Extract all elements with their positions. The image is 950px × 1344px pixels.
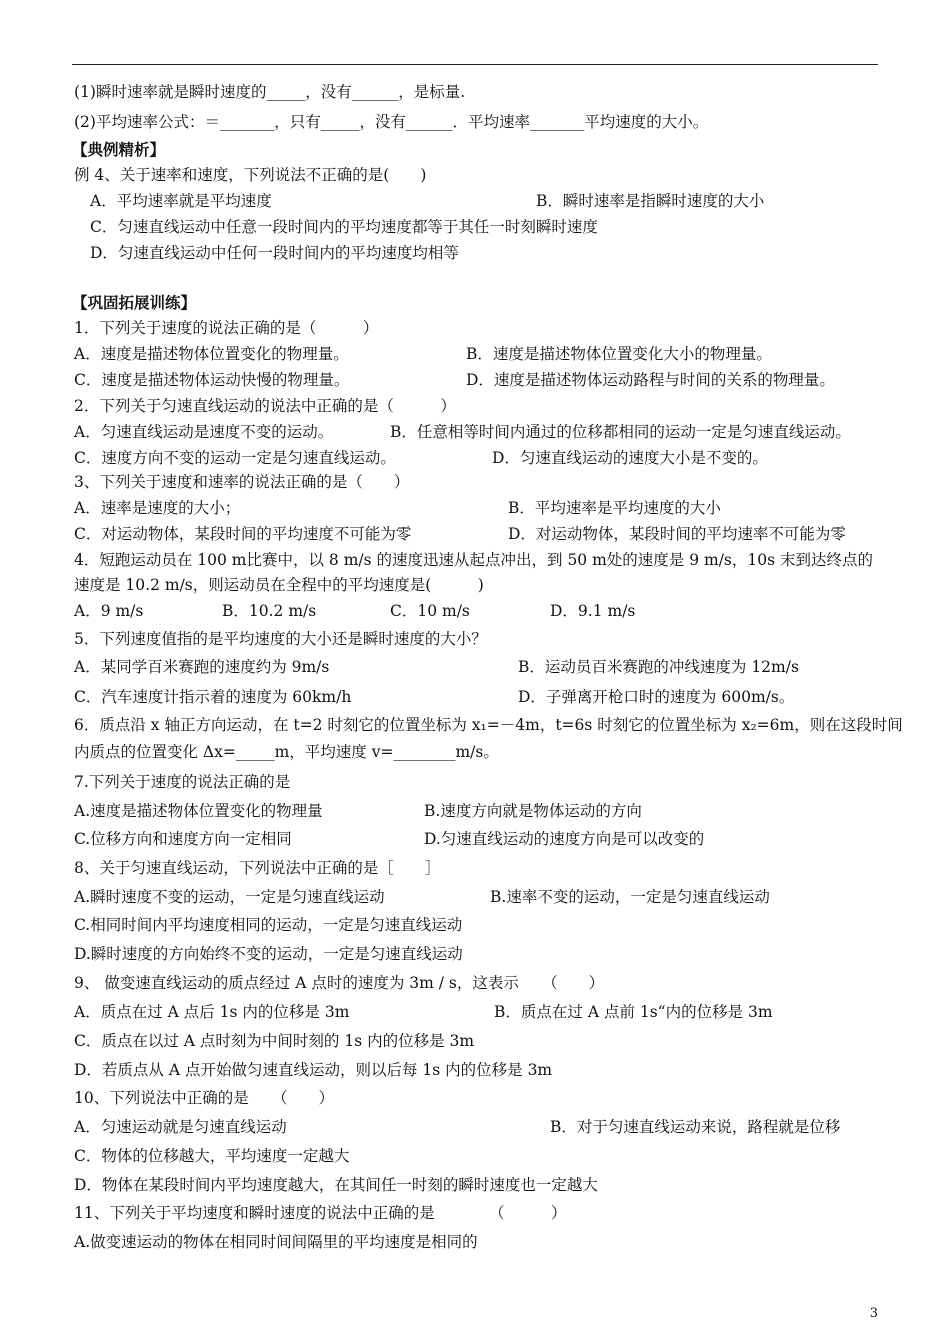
option-b: B．速度是描述物体位置变化大小的物理量。 xyxy=(466,345,772,363)
question-stem: 1．下列关于速度的说法正确的是（ ） xyxy=(74,319,379,337)
option-d: D．9.1 m/s xyxy=(550,602,636,620)
option-d: D.匀速直线运动的速度方向是可以改变的 xyxy=(424,830,705,848)
option-a: A.速度是描述物体位置变化的物理量 xyxy=(74,802,323,820)
text-line: (2)平均速率公式：＝_______，只有_____，没有______．平均速率_______平均速度的大小。 xyxy=(74,113,709,131)
question-stem: 11、下列关于平均速度和瞬时速度的说法中正确的是 （ ） xyxy=(74,1204,567,1222)
question-stem: 6．质点沿 x 轴正方向运动，在 t=2 时刻它的位置坐标为 x₁=－4m，t=6s 时刻它的位置坐标为 x₂=6m，则在这段时间 xyxy=(74,716,903,734)
option-d: D．匀速直线运动的速度大小是不变的。 xyxy=(492,449,768,467)
option-d: D．匀速直线运动中任何一段时间内的平均速度均相等 xyxy=(90,244,459,262)
option-c: C．物体的位移越大，平均速度一定越大 xyxy=(74,1147,350,1165)
option-d: D.瞬时速度的方向始终不变的运动，一定是匀速直线运动 xyxy=(74,945,463,963)
option-a: A．平均速率就是平均速度 xyxy=(90,192,272,210)
question-stem: 例 4、关于速率和速度，下列说法不正确的是( ) xyxy=(74,166,427,184)
option-c: C．10 m/s xyxy=(390,602,470,620)
option-c: C.相同时间内平均速度相同的运动，一定是匀速直线运动 xyxy=(74,916,463,934)
option-d: D．若质点从 A 点开始做匀速直线运动，则以后每 1s 内的位移是 3m xyxy=(74,1061,553,1079)
option-a: A.做变速运动的物体在相同时间间隔里的平均速度是相同的 xyxy=(74,1233,478,1251)
question-stem: 2．下列关于匀速直线运动的说法中正确的是（ ） xyxy=(74,397,456,415)
option-b: B．任意相等时间内通过的位移都相同的运动一定是匀速直线运动。 xyxy=(390,423,851,441)
option-c: C．质点在以过 A 点时刻为中间时刻的 1s 内的位移是 3m xyxy=(74,1032,475,1050)
page-number: 3 xyxy=(869,1306,878,1321)
question-stem-cont: 内质点的位置变化 Δx=_____m，平均速度 v=________m/s。 xyxy=(74,743,499,761)
option-c: C．速度方向不变的运动一定是匀速直线运动。 xyxy=(74,449,396,467)
option-a: A．速率是速度的大小； xyxy=(74,499,241,517)
option-a: A．某同学百米赛跑的速度约为 9m/s xyxy=(74,658,330,676)
option-a: A．速度是描述物体位置变化的物理量。 xyxy=(74,345,349,363)
option-b: B．瞬时速率是指瞬时速度的大小 xyxy=(536,192,765,210)
option-b: B．10.2 m/s xyxy=(222,602,317,620)
option-b: B．质点在过 A 点前 1s“内的位移是 3m xyxy=(494,1003,773,1021)
question-stem: 8、关于匀速直线运动，下列说法中正确的是［ ］ xyxy=(74,859,441,877)
option-d: D．速度是描述物体运动路程与时间的关系的物理量。 xyxy=(466,371,835,389)
option-c: C.位移方向和速度方向一定相同 xyxy=(74,830,292,848)
option-b: B．运动员百米赛跑的冲线速度为 12m/s xyxy=(518,658,799,676)
option-b: B．对于匀速直线运动来说，路程就是位移 xyxy=(550,1118,841,1136)
option-b: B．平均速率是平均速度的大小 xyxy=(508,499,721,517)
option-c: C．汽车速度计指示着的速度为 60km/h xyxy=(74,688,352,706)
option-a: A.瞬时速度不变的运动，一定是匀速直线运动 xyxy=(74,888,385,906)
option-d: D．子弹离开枪口时的速度为 600m/s。 xyxy=(518,688,795,706)
question-stem: 10、下列说法中正确的是 （ ） xyxy=(74,1089,334,1107)
option-c: C．速度是描述物体运动快慢的物理量。 xyxy=(74,371,350,389)
option-a: A．匀速运动就是匀速直线运动 xyxy=(74,1118,287,1136)
option-a: A．9 m/s xyxy=(74,602,144,620)
question-stem: 4．短跑运动员在 100 m比赛中，以 8 m/s 的速度迅速从起点冲出，到 50 m处的速度是 9 m/s，10s 末到达终点的 xyxy=(74,551,873,569)
question-stem: 9、 做变速直线运动的质点经过 A 点时的速度为 3m / s，这表示 （ ） xyxy=(74,974,605,992)
option-d: D．对运动物体，某段时间的平均速率不可能为零 xyxy=(508,525,846,543)
option-a: A．匀速直线运动是速度不变的运动。 xyxy=(74,423,334,441)
section-heading: 【巩固拓展训练】 xyxy=(72,293,197,312)
header-rule xyxy=(72,64,878,65)
option-b: B.速度方向就是物体运动的方向 xyxy=(424,802,642,820)
question-stem: 3、下列关于速度和速率的说法正确的是（ ） xyxy=(74,473,410,491)
section-heading: 【典例精析】 xyxy=(72,140,166,159)
option-c: C．匀速直线运动中任意一段时间内的平均速度都等于其任一时刻瞬时速度 xyxy=(90,218,598,236)
question-stem: 5．下列速度值指的是平均速度的大小还是瞬时速度的大小？ xyxy=(74,630,487,648)
option-b: B.速率不变的运动，一定是匀速直线运动 xyxy=(490,888,770,906)
text-line: (1)瞬时速率就是瞬时速度的_____，没有______，是标量. xyxy=(74,83,466,101)
question-stem: 7.下列关于速度的说法正确的是 xyxy=(74,773,291,791)
option-a: A．质点在过 A 点后 1s 内的位移是 3m xyxy=(74,1003,350,1021)
question-stem-cont: 速度是 10.2 m/s，则运动员在全程中的平均速度是( ) xyxy=(74,576,484,594)
option-c: C．对运动物体，某段时间的平均速度不可能为零 xyxy=(74,525,412,543)
option-d: D．物体在某段时间内平均速度越大，在其间任一时刻的瞬时速度也一定越大 xyxy=(74,1176,598,1194)
